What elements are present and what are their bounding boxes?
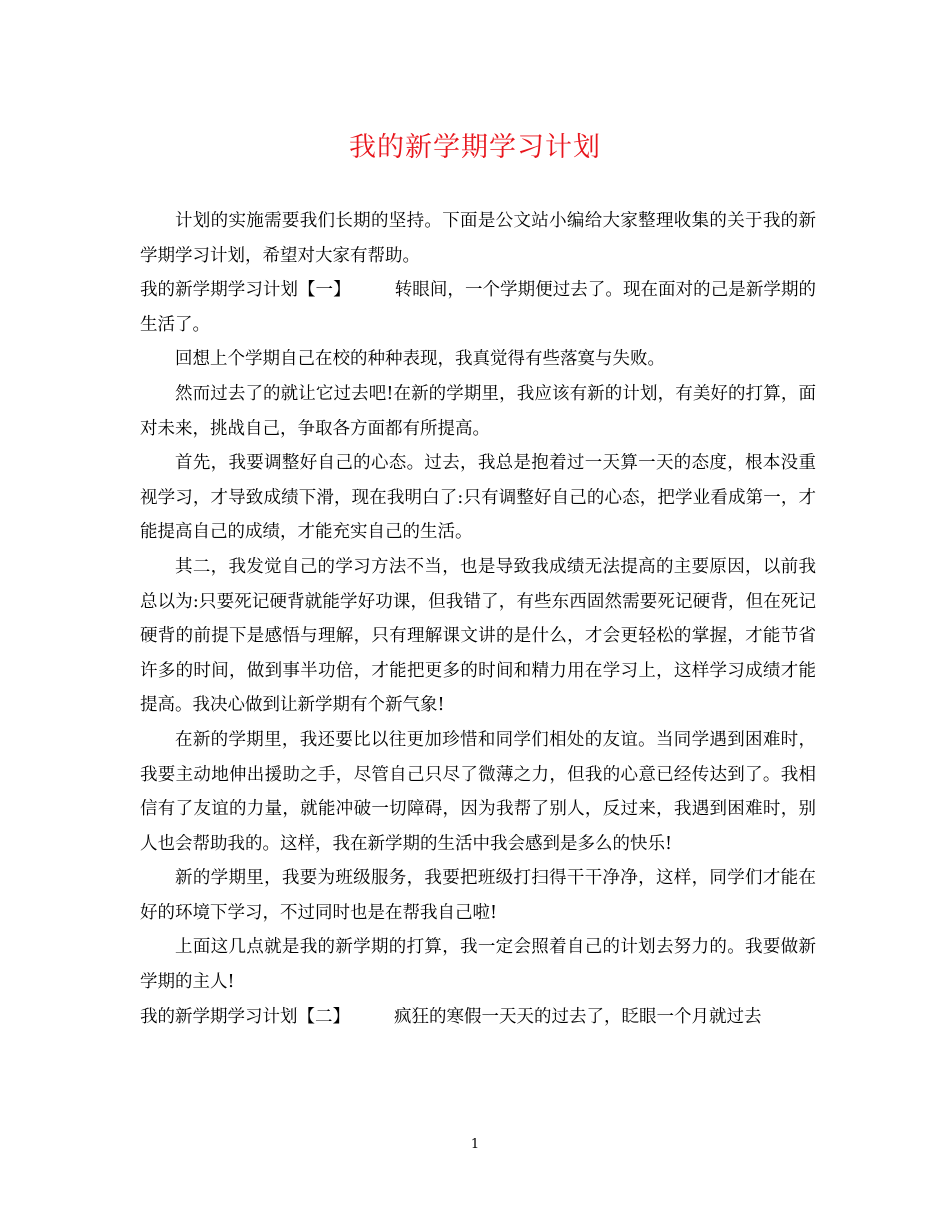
- paragraph-friendship: 在新的学期里，我还要比以往更加珍惜和同学们相处的友谊。当同学遇到困难时，我要主动地伸出援助之手，尽管自己只尽了微薄之力，但我的心意已经传达到了。我相信有了友谊的力量，就能冲破一切障碍，因为我帮了别人，反过来，我遇到困难时，别人也会帮助我的。这样，我在新学期的生活中我会感到是多么的快乐!: [140, 729, 816, 854]
- intro-paragraph: 计划的实施需要我们长期的坚持。下面是公文站小编给大家整理收集的关于我的新学期学习计划，希望对大家有帮助。: [140, 211, 816, 266]
- section-one-line: [140, 273, 816, 342]
- document-body: [140, 204, 816, 1034]
- paragraph-mindset: 首先，我要调整好自己的心态。过去，我总是抱着过一天算一天的态度，根本没重视学习，才导致成绩下滑，现在我明白了:只有调整好自己的心态，把学业看成第一，才能提高自己的成绩，才能充实自己的生活。: [140, 453, 816, 543]
- section-two-text: 疯狂的寒假一天天的过去了，眨眼一个月就过去: [394, 1006, 762, 1027]
- page-title: 我的新学期学习计划: [349, 132, 601, 163]
- paragraph-class-service: 新的学期里，我要为班级服务，我要把班级打扫得干干净净，这样，同学们才能在好的环境下学习，不过同时也是在帮我自己啦!: [140, 868, 816, 923]
- paragraph-study-method: 其二，我发觉自己的学习方法不当，也是导致我成绩无法提高的主要原因，以前我总以为:只要死记硬背就能学好功课，但我错了，有些东西固然需要死记硬背，但在死记硬背的前提下是感悟与理解，只有理解课文讲的是什么，才会更轻松的掌握，才能节省许多的时间，做到事半功倍，才能把更多的时间和精力用在学习上，这样学习成绩才能提高。我决心做到让新学期有个新气象!: [140, 556, 816, 716]
- paragraph-new-plan: 然而过去了的就让它过去吧!在新的学期里，我应该有新的计划，有美好的打算，面对未来，挑战自己，争取各方面都有所提高。: [140, 383, 816, 439]
- page-number: 1: [470, 1137, 480, 1152]
- section-one-heading: 我的新学期学习计划【一】: [140, 280, 351, 301]
- paragraph-conclusion: 上面这几点就是我的新学期的打算，我一定会照着自己的计划去努力的。我要做新学期的主人!: [140, 937, 816, 993]
- section-two-heading: 我的新学期学习计划【二】: [140, 1006, 350, 1027]
- paragraph-reflection: 回想上个学期自己在校的种种表现，我真觉得有些落寞与失败。: [175, 349, 665, 370]
- section-two-line: [140, 1000, 816, 1035]
- section-one-text: 转眼间，一个学期便过去了。现在面对的己是新学期的生活了。: [140, 280, 817, 335]
